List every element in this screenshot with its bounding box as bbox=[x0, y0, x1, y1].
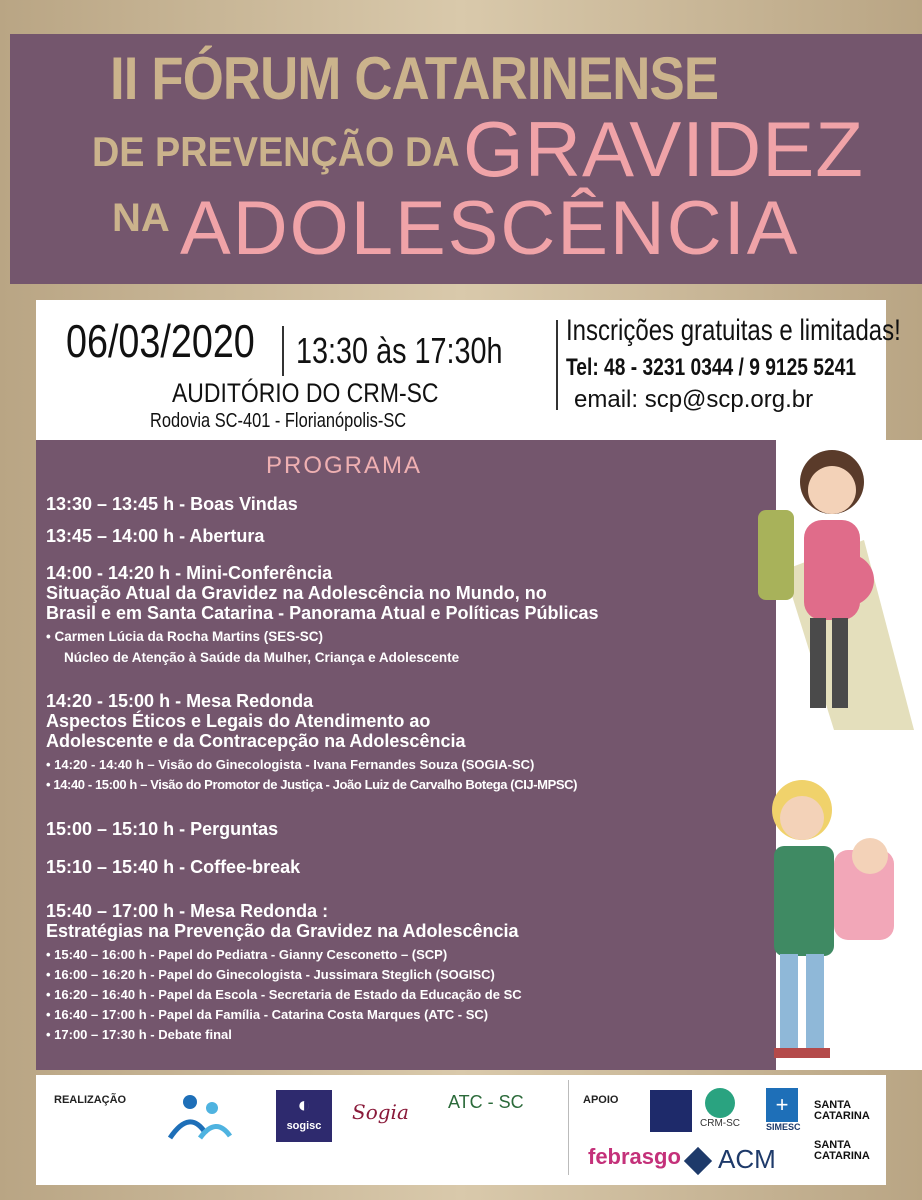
program-speaker: • 15:40 – 16:00 h - Papel do Pediatra - Gianny Cesconetto – (SCP) bbox=[46, 947, 448, 962]
title-line-2a: DE PREVENÇÃO DA bbox=[92, 128, 460, 175]
sc-gov-logo: SANTA CATARINA bbox=[814, 1099, 870, 1122]
teen-mother-illustration bbox=[744, 770, 922, 1070]
title-line-3b: ADOLESCÊNCIA bbox=[180, 186, 800, 271]
sogia-logo: Sogia bbox=[352, 1100, 409, 1124]
title-line-1: II FÓRUM CATARINENSE bbox=[110, 45, 719, 112]
contact-phone: Tel: 48 - 3231 0344 / 9 9125 5241 bbox=[566, 354, 856, 381]
program-speaker: • 16:20 – 16:40 h - Papel da Escola - Secretaria de Estado da Educação de SC bbox=[46, 987, 522, 1002]
sogisc-logo: ◐ sogisc bbox=[276, 1090, 332, 1142]
program-item: 14:20 - 15:00 h - Mesa Redonda bbox=[46, 691, 314, 711]
simesc-logo: + SIMESC bbox=[766, 1088, 801, 1132]
program-item-subtitle: Estratégias na Prevenção da Gravidez na Adolescência bbox=[46, 921, 519, 941]
program-speaker: • Carmen Lúcia da Rocha Martins (SES-SC) bbox=[46, 629, 324, 644]
divider-line bbox=[556, 320, 558, 410]
scp-logo bbox=[160, 1088, 252, 1150]
title-line-3a: NA bbox=[112, 196, 170, 240]
apoio-label: APOIO bbox=[583, 1094, 619, 1106]
program-item: 15:00 – 15:10 h - Perguntas bbox=[46, 819, 279, 839]
program-item: 13:30 – 13:45 h - Boas Vindas bbox=[46, 494, 298, 514]
program-item: 15:10 – 15:40 h - Coffee-break bbox=[46, 857, 301, 877]
event-date: 06/03/2020 bbox=[66, 315, 255, 367]
program-item: 13:45 – 14:00 h - Abertura bbox=[46, 526, 265, 546]
program-speaker-affiliation: Núcleo de Atenção à Saúde da Mulher, Criança e Adolescente bbox=[64, 650, 460, 665]
title-line-2b: GRAVIDEZ bbox=[463, 105, 864, 193]
program-title: PROGRAMA bbox=[266, 452, 423, 479]
program-speaker: • 17:00 – 17:30 h - Debate final bbox=[46, 1027, 232, 1042]
contact-email: email: scp@scp.org.br bbox=[574, 386, 814, 413]
uni-logo bbox=[650, 1090, 692, 1132]
program-item-subtitle: Situação Atual da Gravidez na Adolescência no Mundo, no bbox=[46, 583, 547, 603]
program-item: 14:00 - 14:20 h - Mini-Conferência bbox=[46, 563, 333, 583]
program-speaker: • 16:40 – 17:00 h - Papel da Família - Catarina Costa Marques (ATC - SC) bbox=[46, 1007, 489, 1022]
program-item-subtitle: Brasil e em Santa Catarina - Panorama Atual e Políticas Públicas bbox=[46, 603, 599, 623]
footer-divider bbox=[568, 1080, 569, 1175]
program-item-subtitle: Aspectos Éticos e Legais do Atendimento ao bbox=[46, 711, 431, 731]
program-item-subtitle: Adolescente e da Contracepção na Adolescência bbox=[46, 731, 466, 751]
sc-edu-logo: SANTA CATARINA bbox=[814, 1139, 870, 1162]
pregnant-teen-illustration bbox=[744, 430, 922, 730]
event-venue: AUDITÓRIO DO CRM-SC bbox=[172, 378, 439, 408]
program-speaker: • 16:00 – 16:20 h - Papel do Ginecologista - Jussimara Steglich (SOGISC) bbox=[46, 967, 495, 982]
program-speaker: • 14:40 - 15:00 h – Visão do Promotor de Justiça - João Luiz de Carvalho Botega (CIJ-MPSC) bbox=[46, 777, 578, 792]
atc-logo: ATC - SC bbox=[448, 1092, 524, 1112]
event-time: 13:30 às 17:30h bbox=[296, 330, 503, 371]
febrasgo-logo: febrasgo bbox=[588, 1144, 681, 1169]
event-address: Rodovia SC-401 - Florianópolis-SC bbox=[150, 410, 407, 432]
crm-logo: CRM-SC bbox=[700, 1088, 740, 1129]
program-speaker: • 14:20 - 14:40 h – Visão do Ginecologista - Ivana Fernandes Souza (SOGIA-SC) bbox=[46, 757, 535, 772]
registration-note: Inscrições gratuitas e limitadas! bbox=[566, 314, 901, 347]
realizacao-label: REALIZAÇÃO bbox=[54, 1094, 127, 1106]
divider-line bbox=[282, 326, 284, 376]
program-item: 15:40 – 17:00 h - Mesa Redonda : bbox=[46, 901, 329, 921]
acm-logo: ACM bbox=[688, 1144, 776, 1175]
